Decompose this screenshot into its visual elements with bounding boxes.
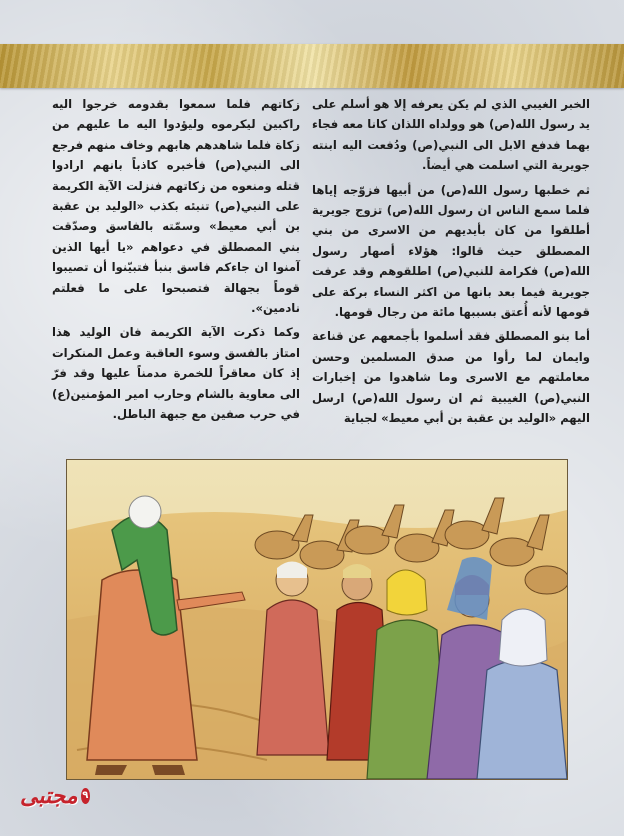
- magazine-logo: مجتبى: [20, 783, 78, 809]
- story-illustration: [66, 459, 568, 780]
- paragraph: الخبر الغيبي الذي لم يكن يعرفه إلا هو أسلم على يد رسول الله(ص) هو وولداه اللذان كانا معه فجاء بهما فدفع الابل الى النبي(ص) ودُفعت اليه ابنته جويرية التي اسلمت هي أيضاً.: [312, 97, 590, 173]
- paragraph: زكاتهم فلما سمعوا بقدومه خرجوا اليه راكبين ليكرموه وليؤدوا اليه ما عليهم من زكاة فلما شاهدهم هابهم وخاف منهم فرجع الى النبي(ص) فأخبره كاذباً بانهم ارادوا قتله ومنعوه من زكاتهم فنزلت الآية الكريمة على النبي(ص) تنبئه بكذب «الوليد بن عقبة بن أبي معيط» وسمّته بالفاسق وصدّقت بني المصطلق في دعواهم «يا أيها الذين آمنوا ان جاءكم فاسق بنبأ فتبيّنوا أن تصيبوا قوماً بجهالة فتصبحوا على ما فعلتم نادمين».: [52, 97, 300, 316]
- desert-scene-drawing: [67, 460, 567, 779]
- paragraph: وكما ذكرت الآية الكريمة فان الوليد هذا امتاز بالفسق وسوء العاقبة وعمل المنكرات إذ كان معاقراً للخمرة مدمناً عليها وقد فرّ الى معاوية بالشام وحارب امير المؤمنين(ع) في حرب صفين مع جبهة الباطل.: [52, 325, 300, 422]
- article-column-right: [312, 94, 590, 433]
- gold-header-band: [0, 44, 624, 88]
- paragraph: أما بنو المصطلق فقد أسلموا بأجمعهم عن قناعة وايمان لما رأوا من صدق المسلمين وحسن معاملتهم مع الاسرى وما شاهدوا من إخبارات النبي(ص) الغيبية ثم ان رسول الله(ص) ارسل اليهم «الوليد بن عقبة بن أبي معيط» لجباية: [312, 329, 590, 426]
- magazine-masthead: [20, 774, 90, 818]
- article-column-left: [52, 94, 300, 429]
- page-number: ٩: [81, 788, 90, 804]
- paragraph: ثم خطبها رسول الله(ص) من أبيها فزوّجه إياها فلما سمع الناس ان رسول الله(ص) تزوج جويرية أطلقوا من كان بأيديهم من الاسرى من بني المصطلق حيث قالوا: هؤلاء أصهار رسول الله(ص) فكرامة للنبي(ص) اطلقوهم وقد عرفت جويرية فيما بعد بانها من اكثر النساء بركة على قومها لأنه أُعتق بسببها مائة من رجال قومها.: [312, 182, 590, 320]
